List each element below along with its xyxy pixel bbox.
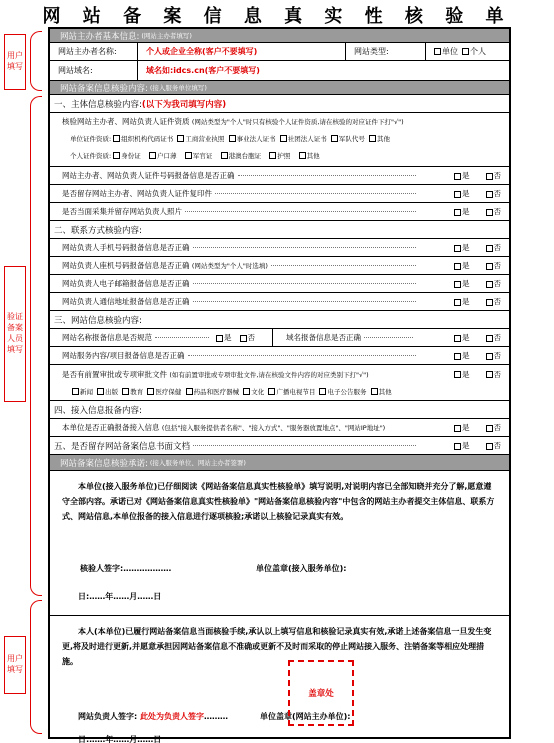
q5-row: 网站负责人座机号码报备信息是否正确 (网站类型为"个人"时选填) 是 否 (50, 257, 509, 275)
person-doc-0[interactable]: 身份证 (111, 151, 141, 160)
q11-yes[interactable]: 是 (454, 422, 470, 433)
q4-yes[interactable]: 是 (454, 242, 470, 253)
q9-row: 网站服务内容/项目报备信息是否正确 是 否 (50, 347, 509, 365)
site-type-label: 网站类型: (346, 43, 426, 60)
org-doc-3[interactable]: 社团法人证书 (276, 134, 327, 143)
approval-1[interactable]: 出版 (97, 387, 118, 396)
q2-yes[interactable]: 是 (454, 188, 470, 199)
q9-no[interactable]: 否 (486, 350, 502, 361)
approval-7[interactable]: 电子公告服务 (319, 387, 366, 396)
person-doc-options: 个人证件资质: 身份证 户口薄 军官证 港澳台胞证 护照 其他 (70, 151, 320, 160)
org-doc-options: 单位证件资质: 组织机构代码证书 工商营业执照 事业法人证书 社团法人证书 军队代号 其他 (70, 134, 390, 143)
part1-title: 一、主体信息核验内容: (以下为我司填写内容) (50, 95, 509, 113)
owner-stamp[interactable]: 单位盖章(网站主办单位): (260, 712, 351, 721)
q5-yes[interactable]: 是 (454, 260, 470, 271)
side-label-staff: 验证备案人员填写 (4, 266, 26, 402)
q8-row: 网站名称报备信息是否规范 是 否 域名报备信息是否正确 是 否 (50, 329, 509, 347)
q1-row: 网站主办者、网站负责人证件号码报备信息是否正确 是 否 (50, 167, 509, 185)
brace-middle (30, 96, 42, 596)
isp-date[interactable]: 日:……年……月……日 (78, 592, 162, 601)
brace-top (30, 31, 42, 91)
promise-text-isp: 本单位(接入服务单位)已仔细阅读《网站备案信息真实性核验单》填写说明,对说明内容已全部知晓并充分了解,愿意遵守全部内容。承诺已对《网站备案信息真实性核验单》"网站备案信息核验内容"中包含的网站主办者提交主体信息、联系方式、网站信息,本单位报备的接入信息进行逐项核验;承诺以上核验记录真实有效。 (62, 482, 495, 521)
approval-options (72, 383, 392, 399)
approval-4[interactable]: 药品和医疗器械 (186, 387, 240, 396)
stamp-area[interactable]: 盖章处 (288, 660, 354, 726)
q9-yes[interactable]: 是 (454, 350, 470, 361)
owner-name-label: 网站主办者名称: (50, 43, 138, 60)
isp-stamp[interactable]: 单位盖章(接入服务单位): (256, 564, 347, 573)
part4-title: 四、接入信息报备内容: (50, 401, 509, 419)
q10-yes[interactable]: 是 (454, 369, 470, 380)
q8b-yes[interactable]: 是 (454, 332, 470, 343)
owner-date[interactable]: 日:……年……月……日 (78, 735, 162, 743)
site-type-person-option[interactable]: 个人 (462, 46, 486, 57)
person-doc-1[interactable]: 户口薄 (141, 151, 177, 160)
q11-row: 本单位是否正确报备接入信息 (包括"接入服务提供者名称"、"接入方式"、"服务器放置地点"、"网站IP地址") 是 否 (50, 419, 509, 437)
q6-yes[interactable]: 是 (454, 278, 470, 289)
promise-text-owner: 本人(本单位)已履行网站备案信息当面核验手续,承认以上填写信息和核验记录真实有效,承诺上述备案信息一旦发生变更,将及时进行更新,并愿意承担因网站备案信息不准确或更新不及时而采取的停止网站接入服务、注销备案等相应处理措施。 (62, 627, 492, 666)
q3-yes[interactable]: 是 (454, 206, 470, 217)
person-doc-4[interactable]: 护照 (261, 151, 290, 160)
org-doc-2[interactable]: 事业法人证书 (224, 134, 275, 143)
promise-block-owner (50, 616, 509, 741)
doc-check-block: 核验网站主办者、网站负责人证件资质 (网站类型为"个人"时只有核验个人证件资质,请在核验的对应证件下打"√") 单位证件资质: 组织机构代码证书 工商营业执照 事业法人证书 社团法人证书 军队代号 其他 个人证件资质: 身份证 户口薄 军官证 港澳台胞证 护照 其他 (50, 113, 509, 167)
approval-5[interactable]: 文化 (243, 387, 264, 396)
site-type-org-option[interactable]: 单位 (434, 46, 458, 57)
org-doc-0[interactable]: 组织机构代码证书 (111, 134, 173, 143)
domain-input[interactable]: 域名如:idcs.cn(客户不要填写) (146, 66, 260, 75)
owner-name-row (50, 43, 509, 61)
promise-section-header: 网站备案信息核验承诺: (接入服务单位、网站主办者签署) (50, 455, 509, 471)
q7-no[interactable]: 否 (486, 296, 502, 307)
owner-signature[interactable]: 网站负责人签字: 此处为负责人签字……… (78, 712, 228, 721)
q3-row: 是否当面采集并留存网站负责人照片 是 否 (50, 203, 509, 221)
approval-0[interactable]: 新闻 (72, 387, 93, 396)
domain-row (50, 61, 509, 81)
q4-no[interactable]: 否 (486, 242, 502, 253)
part3-title: 三、网站信息核验内容: (50, 311, 509, 329)
q4-row: 网站负责人手机号码报备信息是否正确 是 否 (50, 239, 509, 257)
q8-yes[interactable]: 是 (216, 332, 232, 343)
verifier-signature[interactable]: 核验人签字:……………… (80, 564, 172, 573)
side-label-user-bottom: 用户填写 (4, 636, 26, 694)
q7-yes[interactable]: 是 (454, 296, 470, 307)
q8-no[interactable]: 否 (240, 332, 256, 343)
q1-no[interactable]: 否 (486, 170, 502, 181)
verify-section-header: 网站备案信息核验内容: (接入服务单位填写) (50, 81, 509, 95)
form-frame (48, 27, 511, 743)
q5-no[interactable]: 否 (486, 260, 502, 271)
q10-no[interactable]: 否 (486, 369, 502, 380)
q2-row: 是否留存网站主办者、网站负责人证件复印件 是 否 (50, 185, 509, 203)
person-doc-5[interactable]: 其他 (290, 151, 319, 160)
part2-title: 二、联系方式核验内容: (50, 221, 509, 239)
q8b-no[interactable]: 否 (486, 332, 502, 343)
q12-yes[interactable]: 是 (454, 440, 470, 451)
q1-yes[interactable]: 是 (454, 170, 470, 181)
person-doc-2[interactable]: 军官证 (177, 151, 213, 160)
org-doc-4[interactable]: 军队代号 (327, 134, 365, 143)
q11-no[interactable]: 否 (486, 422, 502, 433)
side-label-user-top: 用户填写 (4, 34, 26, 90)
q2-no[interactable]: 否 (486, 188, 502, 199)
page-title: 网 站 备 案 信 息 真 实 性 核 验 单 (42, 6, 512, 27)
q10-row: 是否有前置审批或专项审批文件 (如有前置审批或专项审批文件,请在核验文件内容的对应类别下打"√") 是 否 新闻 出版 教育 医疗保健 药品和医疗器械 文化 广播电视节目 电子公告服务 其他 (50, 365, 509, 401)
domain-label: 网站域名: (50, 61, 138, 80)
approval-2[interactable]: 教育 (122, 387, 143, 396)
org-doc-5[interactable]: 其他 (365, 134, 390, 143)
approval-6[interactable]: 广播电视节目 (268, 387, 315, 396)
org-doc-1[interactable]: 工商营业执照 (173, 134, 224, 143)
owner-name-input[interactable]: 个人或企业全称(客户不要填写) (138, 43, 346, 60)
q3-no[interactable]: 否 (486, 206, 502, 217)
approval-8[interactable]: 其他 (371, 387, 392, 396)
q6-no[interactable]: 否 (486, 278, 502, 289)
approval-3[interactable]: 医疗保健 (147, 387, 181, 396)
q6-row: 网站负责人电子邮箱报备信息是否正确 是 否 (50, 275, 509, 293)
promise-block-isp (50, 471, 509, 616)
person-doc-3[interactable]: 港澳台胞证 (212, 151, 261, 160)
brace-bottom (30, 600, 42, 734)
q12-no[interactable]: 否 (486, 440, 502, 451)
part5-row: 五、是否留存网站备案信息书面文档 是 否 (50, 437, 509, 455)
owner-section-header: 网站主办者基本信息: (网站主办者填写) (50, 29, 509, 43)
q7-row: 网站负责人通信地址报备信息是否正确 是 否 (50, 293, 509, 311)
